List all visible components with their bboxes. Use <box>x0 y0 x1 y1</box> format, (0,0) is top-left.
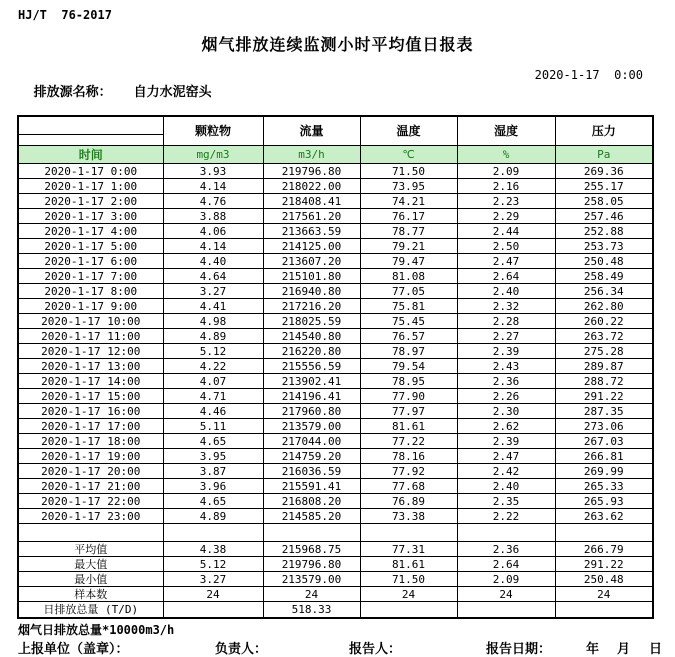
row-value: 218022.00 <box>263 179 360 194</box>
col-header-flow: 流量 <box>263 116 360 146</box>
row-value: 2.47 <box>457 254 555 269</box>
summary-value: 219796.80 <box>263 557 360 572</box>
row-value: 215556.59 <box>263 359 360 374</box>
row-value: 263.62 <box>555 509 653 524</box>
row-value: 216940.80 <box>263 284 360 299</box>
data-row <box>18 449 653 464</box>
row-value: 76.17 <box>360 209 457 224</box>
row-value: 4.14 <box>163 239 263 254</box>
summary-value: 4.38 <box>163 542 263 557</box>
row-value: 78.95 <box>360 374 457 389</box>
row-value: 2.32 <box>457 299 555 314</box>
report-table <box>17 115 654 619</box>
row-value: 214540.80 <box>263 329 360 344</box>
unit-temperature: ℃ <box>360 146 457 164</box>
row-value: 4.65 <box>163 434 263 449</box>
row-value: 263.72 <box>555 329 653 344</box>
summary-value: 24 <box>457 587 555 602</box>
row-value: 3.27 <box>163 284 263 299</box>
row-value: 218408.41 <box>263 194 360 209</box>
row-value: 265.93 <box>555 494 653 509</box>
row-value: 260.22 <box>555 314 653 329</box>
data-row <box>18 239 653 254</box>
row-value: 76.57 <box>360 329 457 344</box>
row-value: 81.08 <box>360 269 457 284</box>
data-row <box>18 269 653 284</box>
separator-cell <box>360 524 457 542</box>
row-value: 250.48 <box>555 254 653 269</box>
row-time: 2020-1-17 3:00 <box>18 209 163 224</box>
row-value: 4.64 <box>163 269 263 284</box>
source-name: 自力水泥窑头 <box>133 85 212 100</box>
summary-value: 2.64 <box>457 557 555 572</box>
row-value: 269.99 <box>555 464 653 479</box>
row-value: 4.89 <box>163 509 263 524</box>
row-value: 252.88 <box>555 224 653 239</box>
row-time: 2020-1-17 4:00 <box>18 224 163 239</box>
row-value: 3.95 <box>163 449 263 464</box>
row-value: 81.61 <box>360 419 457 434</box>
data-row <box>18 404 653 419</box>
col-header-particulate: 颗粒物 <box>163 116 263 146</box>
row-time: 2020-1-17 8:00 <box>18 284 163 299</box>
row-time: 2020-1-17 9:00 <box>18 299 163 314</box>
row-value: 79.21 <box>360 239 457 254</box>
row-value: 214125.00 <box>263 239 360 254</box>
row-value: 77.92 <box>360 464 457 479</box>
responsible-label: 负责人： <box>215 642 268 657</box>
source-label: 排放源名称： <box>33 85 112 100</box>
separator-row <box>18 524 653 542</box>
separator-section <box>18 524 653 542</box>
data-row <box>18 224 653 239</box>
separator-cell <box>163 524 263 542</box>
unit-humidity: % <box>457 146 555 164</box>
row-value: 3.96 <box>163 479 263 494</box>
summary-label: 最小值 <box>18 572 163 587</box>
row-value: 78.16 <box>360 449 457 464</box>
data-row <box>18 494 653 509</box>
row-value: 4.65 <box>163 494 263 509</box>
data-row <box>18 164 653 179</box>
row-time: 2020-1-17 19:00 <box>18 449 163 464</box>
row-value: 273.06 <box>555 419 653 434</box>
stamp-label: 上报单位（盖章）： <box>18 642 129 657</box>
row-value: 215591.41 <box>263 479 360 494</box>
summary-value: 518.33 <box>263 602 360 619</box>
summary-rows <box>18 542 653 619</box>
row-value: 216036.59 <box>263 464 360 479</box>
row-value: 267.03 <box>555 434 653 449</box>
time-header: 时间 <box>18 146 163 164</box>
row-value: 4.14 <box>163 179 263 194</box>
row-value: 77.05 <box>360 284 457 299</box>
row-value: 3.87 <box>163 464 263 479</box>
summary-value: 24 <box>555 587 653 602</box>
separator-cell <box>18 524 163 542</box>
row-value: 216220.80 <box>263 344 360 359</box>
row-value: 289.87 <box>555 359 653 374</box>
row-value: 2.62 <box>457 419 555 434</box>
row-value: 218025.59 <box>263 314 360 329</box>
row-value: 217561.20 <box>263 209 360 224</box>
row-value: 4.98 <box>163 314 263 329</box>
row-value: 265.33 <box>555 479 653 494</box>
row-time: 2020-1-17 7:00 <box>18 269 163 284</box>
row-time: 2020-1-17 5:00 <box>18 239 163 254</box>
row-value: 275.28 <box>555 344 653 359</box>
row-value: 2.23 <box>457 194 555 209</box>
row-value: 258.05 <box>555 194 653 209</box>
row-value: 79.47 <box>360 254 457 269</box>
unit-particulate: mg/m3 <box>163 146 263 164</box>
row-value: 2.27 <box>457 329 555 344</box>
data-row <box>18 359 653 374</box>
summary-value: 81.61 <box>360 557 457 572</box>
row-value: 253.73 <box>555 239 653 254</box>
time-header-lower-cell <box>18 135 163 146</box>
row-value: 217216.20 <box>263 299 360 314</box>
summary-value: 291.22 <box>555 557 653 572</box>
row-time: 2020-1-17 0:00 <box>18 164 163 179</box>
row-time: 2020-1-17 22:00 <box>18 494 163 509</box>
row-time: 2020-1-17 21:00 <box>18 479 163 494</box>
summary-row <box>18 572 653 587</box>
row-value: 258.49 <box>555 269 653 284</box>
summary-value <box>457 602 555 619</box>
data-row <box>18 179 653 194</box>
row-value: 75.45 <box>360 314 457 329</box>
summary-value: 5.12 <box>163 557 263 572</box>
row-value: 2.09 <box>457 164 555 179</box>
row-value: 3.93 <box>163 164 263 179</box>
row-time: 2020-1-17 14:00 <box>18 374 163 389</box>
month-label: 月 <box>617 642 631 657</box>
row-value: 74.21 <box>360 194 457 209</box>
summary-value: 215968.75 <box>263 542 360 557</box>
data-row <box>18 314 653 329</box>
summary-value <box>555 602 653 619</box>
row-value: 73.38 <box>360 509 457 524</box>
data-row <box>18 284 653 299</box>
col-header-temperature: 温度 <box>360 116 457 146</box>
row-value: 76.89 <box>360 494 457 509</box>
summary-label: 最大值 <box>18 557 163 572</box>
row-value: 4.76 <box>163 194 263 209</box>
unit-pressure: Pa <box>555 146 653 164</box>
data-row <box>18 329 653 344</box>
col-header-humidity: 湿度 <box>457 116 555 146</box>
row-value: 4.40 <box>163 254 263 269</box>
row-value: 71.50 <box>360 164 457 179</box>
row-value: 3.88 <box>163 209 263 224</box>
data-row <box>18 194 653 209</box>
row-value: 287.35 <box>555 404 653 419</box>
summary-label: 平均值 <box>18 542 163 557</box>
row-value: 2.29 <box>457 209 555 224</box>
row-time: 2020-1-17 13:00 <box>18 359 163 374</box>
row-value: 2.16 <box>457 179 555 194</box>
separator-cell <box>555 524 653 542</box>
row-value: 266.81 <box>555 449 653 464</box>
row-time: 2020-1-17 18:00 <box>18 434 163 449</box>
header-unit-row <box>18 146 653 164</box>
row-value: 78.77 <box>360 224 457 239</box>
row-value: 2.39 <box>457 434 555 449</box>
row-value: 5.12 <box>163 344 263 359</box>
data-row <box>18 509 653 524</box>
summary-row <box>18 587 653 602</box>
row-value: 2.28 <box>457 314 555 329</box>
row-value: 73.95 <box>360 179 457 194</box>
row-value: 255.17 <box>555 179 653 194</box>
summary-value: 24 <box>360 587 457 602</box>
row-value: 4.06 <box>163 224 263 239</box>
row-value: 2.64 <box>457 269 555 284</box>
row-value: 77.97 <box>360 404 457 419</box>
separator-cell <box>457 524 555 542</box>
day-label: 日 <box>649 642 663 657</box>
summary-value: 77.31 <box>360 542 457 557</box>
row-value: 214585.20 <box>263 509 360 524</box>
summary-value <box>360 602 457 619</box>
reporter-label: 报告人： <box>349 642 402 657</box>
row-value: 77.68 <box>360 479 457 494</box>
row-value: 219796.80 <box>263 164 360 179</box>
summary-value: 71.50 <box>360 572 457 587</box>
row-value: 77.22 <box>360 434 457 449</box>
data-row <box>18 434 653 449</box>
data-rows <box>18 164 653 524</box>
row-time: 2020-1-17 2:00 <box>18 194 163 209</box>
row-value: 2.40 <box>457 479 555 494</box>
data-row <box>18 464 653 479</box>
summary-row <box>18 602 653 619</box>
row-value: 2.44 <box>457 224 555 239</box>
summary-value: 2.09 <box>457 572 555 587</box>
summary-row <box>18 557 653 572</box>
report-date-label: 报告日期： <box>486 642 552 657</box>
year-label: 年 <box>586 642 600 657</box>
report-datetime: 2020-1-17 0:00 <box>534 68 643 82</box>
row-value: 2.42 <box>457 464 555 479</box>
row-value: 2.36 <box>457 374 555 389</box>
row-value: 78.97 <box>360 344 457 359</box>
row-value: 2.39 <box>457 344 555 359</box>
row-value: 288.72 <box>555 374 653 389</box>
summary-label: 样本数 <box>18 587 163 602</box>
row-value: 262.80 <box>555 299 653 314</box>
row-value: 215101.80 <box>263 269 360 284</box>
row-value: 214196.41 <box>263 389 360 404</box>
row-value: 214759.20 <box>263 449 360 464</box>
row-value: 2.47 <box>457 449 555 464</box>
data-row <box>18 419 653 434</box>
row-value: 2.50 <box>457 239 555 254</box>
row-value: 213607.20 <box>263 254 360 269</box>
row-time: 2020-1-17 17:00 <box>18 419 163 434</box>
row-value: 217044.00 <box>263 434 360 449</box>
summary-value: 250.48 <box>555 572 653 587</box>
row-time: 2020-1-17 11:00 <box>18 329 163 344</box>
summary-value: 24 <box>263 587 360 602</box>
row-value: 4.71 <box>163 389 263 404</box>
summary-value: 24 <box>163 587 263 602</box>
data-row <box>18 299 653 314</box>
standard-code: HJ/T 76-2017 <box>18 8 112 22</box>
header-name-row <box>18 116 653 135</box>
summary-value: 2.36 <box>457 542 555 557</box>
row-value: 4.41 <box>163 299 263 314</box>
row-value: 4.89 <box>163 329 263 344</box>
row-value: 213663.59 <box>263 224 360 239</box>
row-value: 256.34 <box>555 284 653 299</box>
time-header-upper-cell <box>18 116 163 135</box>
row-value: 213902.41 <box>263 374 360 389</box>
row-value: 213579.00 <box>263 419 360 434</box>
row-time: 2020-1-17 16:00 <box>18 404 163 419</box>
data-row <box>18 209 653 224</box>
row-value: 2.22 <box>457 509 555 524</box>
row-value: 4.22 <box>163 359 263 374</box>
row-value: 4.07 <box>163 374 263 389</box>
row-time: 2020-1-17 12:00 <box>18 344 163 359</box>
row-value: 2.26 <box>457 389 555 404</box>
data-row <box>18 389 653 404</box>
summary-value <box>163 602 263 619</box>
row-value: 5.11 <box>163 419 263 434</box>
row-time: 2020-1-17 20:00 <box>18 464 163 479</box>
footer-note: 烟气日排放总量*10000m3/h <box>18 623 175 637</box>
summary-label: 日排放总量 (T/D) <box>18 602 163 619</box>
summary-value: 213579.00 <box>263 572 360 587</box>
summary-value: 266.79 <box>555 542 653 557</box>
row-time: 2020-1-17 23:00 <box>18 509 163 524</box>
data-row <box>18 374 653 389</box>
summary-value: 3.27 <box>163 572 263 587</box>
data-row <box>18 479 653 494</box>
row-value: 217960.80 <box>263 404 360 419</box>
row-time: 2020-1-17 15:00 <box>18 389 163 404</box>
data-row <box>18 254 653 269</box>
row-value: 77.90 <box>360 389 457 404</box>
row-value: 257.46 <box>555 209 653 224</box>
row-value: 79.54 <box>360 359 457 374</box>
row-time: 2020-1-17 1:00 <box>18 179 163 194</box>
data-row <box>18 344 653 359</box>
row-value: 291.22 <box>555 389 653 404</box>
summary-row <box>18 542 653 557</box>
row-value: 75.81 <box>360 299 457 314</box>
row-value: 2.30 <box>457 404 555 419</box>
emission-source-line <box>18 66 212 100</box>
row-value: 2.35 <box>457 494 555 509</box>
row-time: 2020-1-17 10:00 <box>18 314 163 329</box>
row-time: 2020-1-17 6:00 <box>18 254 163 269</box>
row-value: 216808.20 <box>263 494 360 509</box>
page-title: 烟气排放连续监测小时平均值日报表 <box>201 35 474 54</box>
row-value: 2.43 <box>457 359 555 374</box>
separator-cell <box>263 524 360 542</box>
row-value: 2.40 <box>457 284 555 299</box>
col-header-pressure: 压力 <box>555 116 653 146</box>
unit-flow: m3/h <box>263 146 360 164</box>
row-value: 269.36 <box>555 164 653 179</box>
row-value: 4.46 <box>163 404 263 419</box>
